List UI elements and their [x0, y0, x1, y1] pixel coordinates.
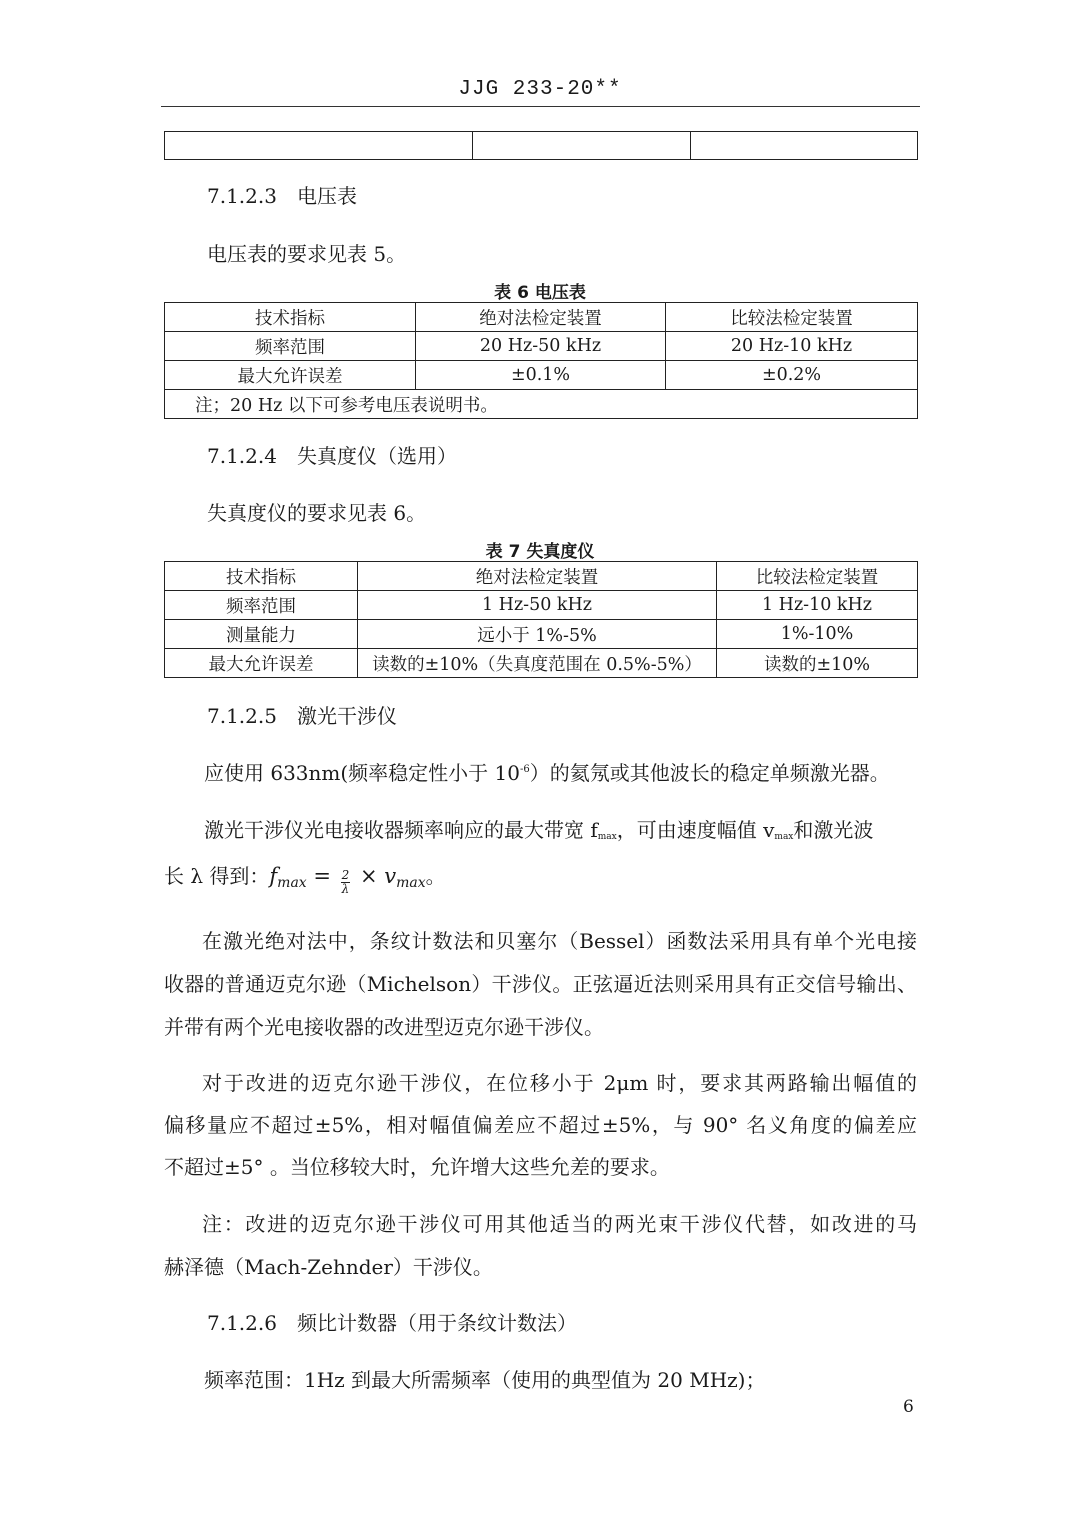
paragraph-line: 并带有两个光电接收器的改进型迈克尔逊干涉仪。	[164, 1015, 604, 1039]
formula-fraction	[341, 869, 351, 896]
section-heading-distortion-meter: 7.1.2.4 失真度仪（选用）	[207, 444, 457, 468]
formula-subscript: max	[277, 875, 307, 891]
table-caption-distortion-meter: 表 7 失真度仪	[485, 542, 595, 562]
table-cell: 1 Hz-10 kHz	[717, 591, 918, 620]
superscript: -6	[520, 764, 530, 775]
text-run: ）的氦氖或其他波长的稳定单频激光器。	[529, 761, 890, 785]
table-row	[165, 649, 918, 678]
table-note: 注；20 Hz 以下可参考电压表说明书。	[165, 390, 918, 419]
paragraph-line: 偏移量应不超过±5%，相对幅值偏差应不超过±5%，与 90° 名义角度的偏差应	[164, 1113, 917, 1137]
column-header: 技术指标	[165, 562, 358, 591]
table-header-row	[165, 562, 918, 591]
text-run: 长 λ 得到：	[164, 864, 270, 888]
table-cell: 1%-10%	[717, 620, 918, 649]
table-row	[165, 620, 918, 649]
formula-operator: =	[306, 864, 338, 888]
table-header-row	[165, 303, 918, 332]
text-run: 。	[425, 864, 446, 888]
laser-source-paragraph	[204, 763, 890, 783]
column-header: 绝对法检定装置	[358, 562, 717, 591]
subscript: max	[597, 832, 617, 842]
table-cell: 频率范围	[165, 591, 358, 620]
table-cell: 测量能力	[165, 620, 358, 649]
table-cell	[165, 132, 473, 160]
table-cell: ±0.2%	[666, 361, 918, 390]
formula-operator: ×	[353, 864, 385, 888]
header-divider	[161, 106, 920, 107]
table-row	[165, 591, 918, 620]
voltmeter-table	[164, 302, 918, 419]
table-cell: 1 Hz-50 kHz	[358, 591, 717, 620]
column-header: 比较法检定装置	[717, 562, 918, 591]
table-cell: ±0.1%	[416, 361, 666, 390]
bandwidth-paragraph-line1	[204, 820, 873, 842]
table-caption-voltmeter: 表 6 电压表	[494, 283, 586, 303]
note-line: 注：改进的迈克尔逊干涉仪可用其他适当的两光束干涉仪代替，如改进的马	[202, 1212, 917, 1236]
table-cell: 读数的±10%	[717, 649, 918, 678]
bandwidth-paragraph-line2	[164, 866, 446, 896]
table-cell: 读数的±10%（失真度范围在 0.5%-5%）	[358, 649, 717, 678]
bandwidth-formula	[269, 864, 426, 896]
distortion-meter-table	[164, 561, 918, 678]
frequency-range-paragraph: 频率范围：1Hz 到最大所需频率（使用的典型值为 20 MHz)；	[204, 1368, 766, 1392]
formula-subscript: max	[396, 875, 426, 891]
column-header: 比较法检定装置	[666, 303, 918, 332]
paragraph-line: 不超过±5° 。当位移较大时，允许增大这些允差的要求。	[164, 1155, 670, 1179]
text-run: 激光干涉仪光电接收器频率响应的最大带宽 f	[204, 818, 598, 842]
table-row	[165, 132, 918, 160]
table-cell: 20 Hz-10 kHz	[666, 332, 918, 361]
note-line: 赫泽德（Mach-Zehnder）干涉仪。	[164, 1255, 493, 1279]
section-heading-laser-interferometer: 7.1.2.5 激光干涉仪	[207, 704, 397, 728]
section-heading-voltmeter: 7.1.2.3 电压表	[207, 184, 357, 208]
paragraph-line: 在激光绝对法中，条纹计数法和贝塞尔（Bessel）函数法采用具有单个光电接	[202, 929, 917, 953]
fraction-numerator: 2	[341, 868, 350, 882]
page-number: 6	[903, 1397, 914, 1417]
previous-table-tail	[164, 131, 918, 160]
distortion-meter-intro: 失真度仪的要求见表 6。	[207, 501, 427, 525]
formula-symbol: f	[269, 864, 278, 888]
column-header: 技术指标	[165, 303, 416, 332]
document-code-header: JJG 233-20**	[458, 78, 622, 101]
table-cell: 最大允许误差	[165, 649, 358, 678]
table-note-row	[165, 390, 918, 419]
table-row	[165, 361, 918, 390]
table-cell: 20 Hz-50 kHz	[416, 332, 666, 361]
table-cell: 远小于 1%-5%	[358, 620, 717, 649]
table-cell: 最大允许误差	[165, 361, 416, 390]
text-run: 和激光波	[793, 818, 874, 842]
voltmeter-intro: 电压表的要求见表 5。	[207, 242, 407, 266]
fraction-denominator: λ	[341, 882, 350, 896]
text-run: 应使用 633nm(频率稳定性小于 10	[204, 761, 520, 785]
section-heading-frequency-ratio-counter: 7.1.2.6 频比计数器（用于条纹计数法）	[207, 1311, 577, 1335]
table-row	[165, 332, 918, 361]
table-cell: 频率范围	[165, 332, 416, 361]
text-run: ，可由速度幅值 v	[616, 818, 775, 842]
subscript: max	[774, 832, 794, 842]
table-cell	[473, 132, 691, 160]
paragraph-line: 收器的普通迈克尔逊（Michelson）干涉仪。正弦逼近法则采用具有正交信号输出、	[164, 972, 917, 996]
formula-symbol: v	[384, 864, 397, 888]
paragraph-line: 对于改进的迈克尔逊干涉仪，在位移小于 2μm 时，要求其两路输出幅值的	[202, 1071, 917, 1095]
table-cell	[691, 132, 918, 160]
column-header: 绝对法检定装置	[416, 303, 666, 332]
